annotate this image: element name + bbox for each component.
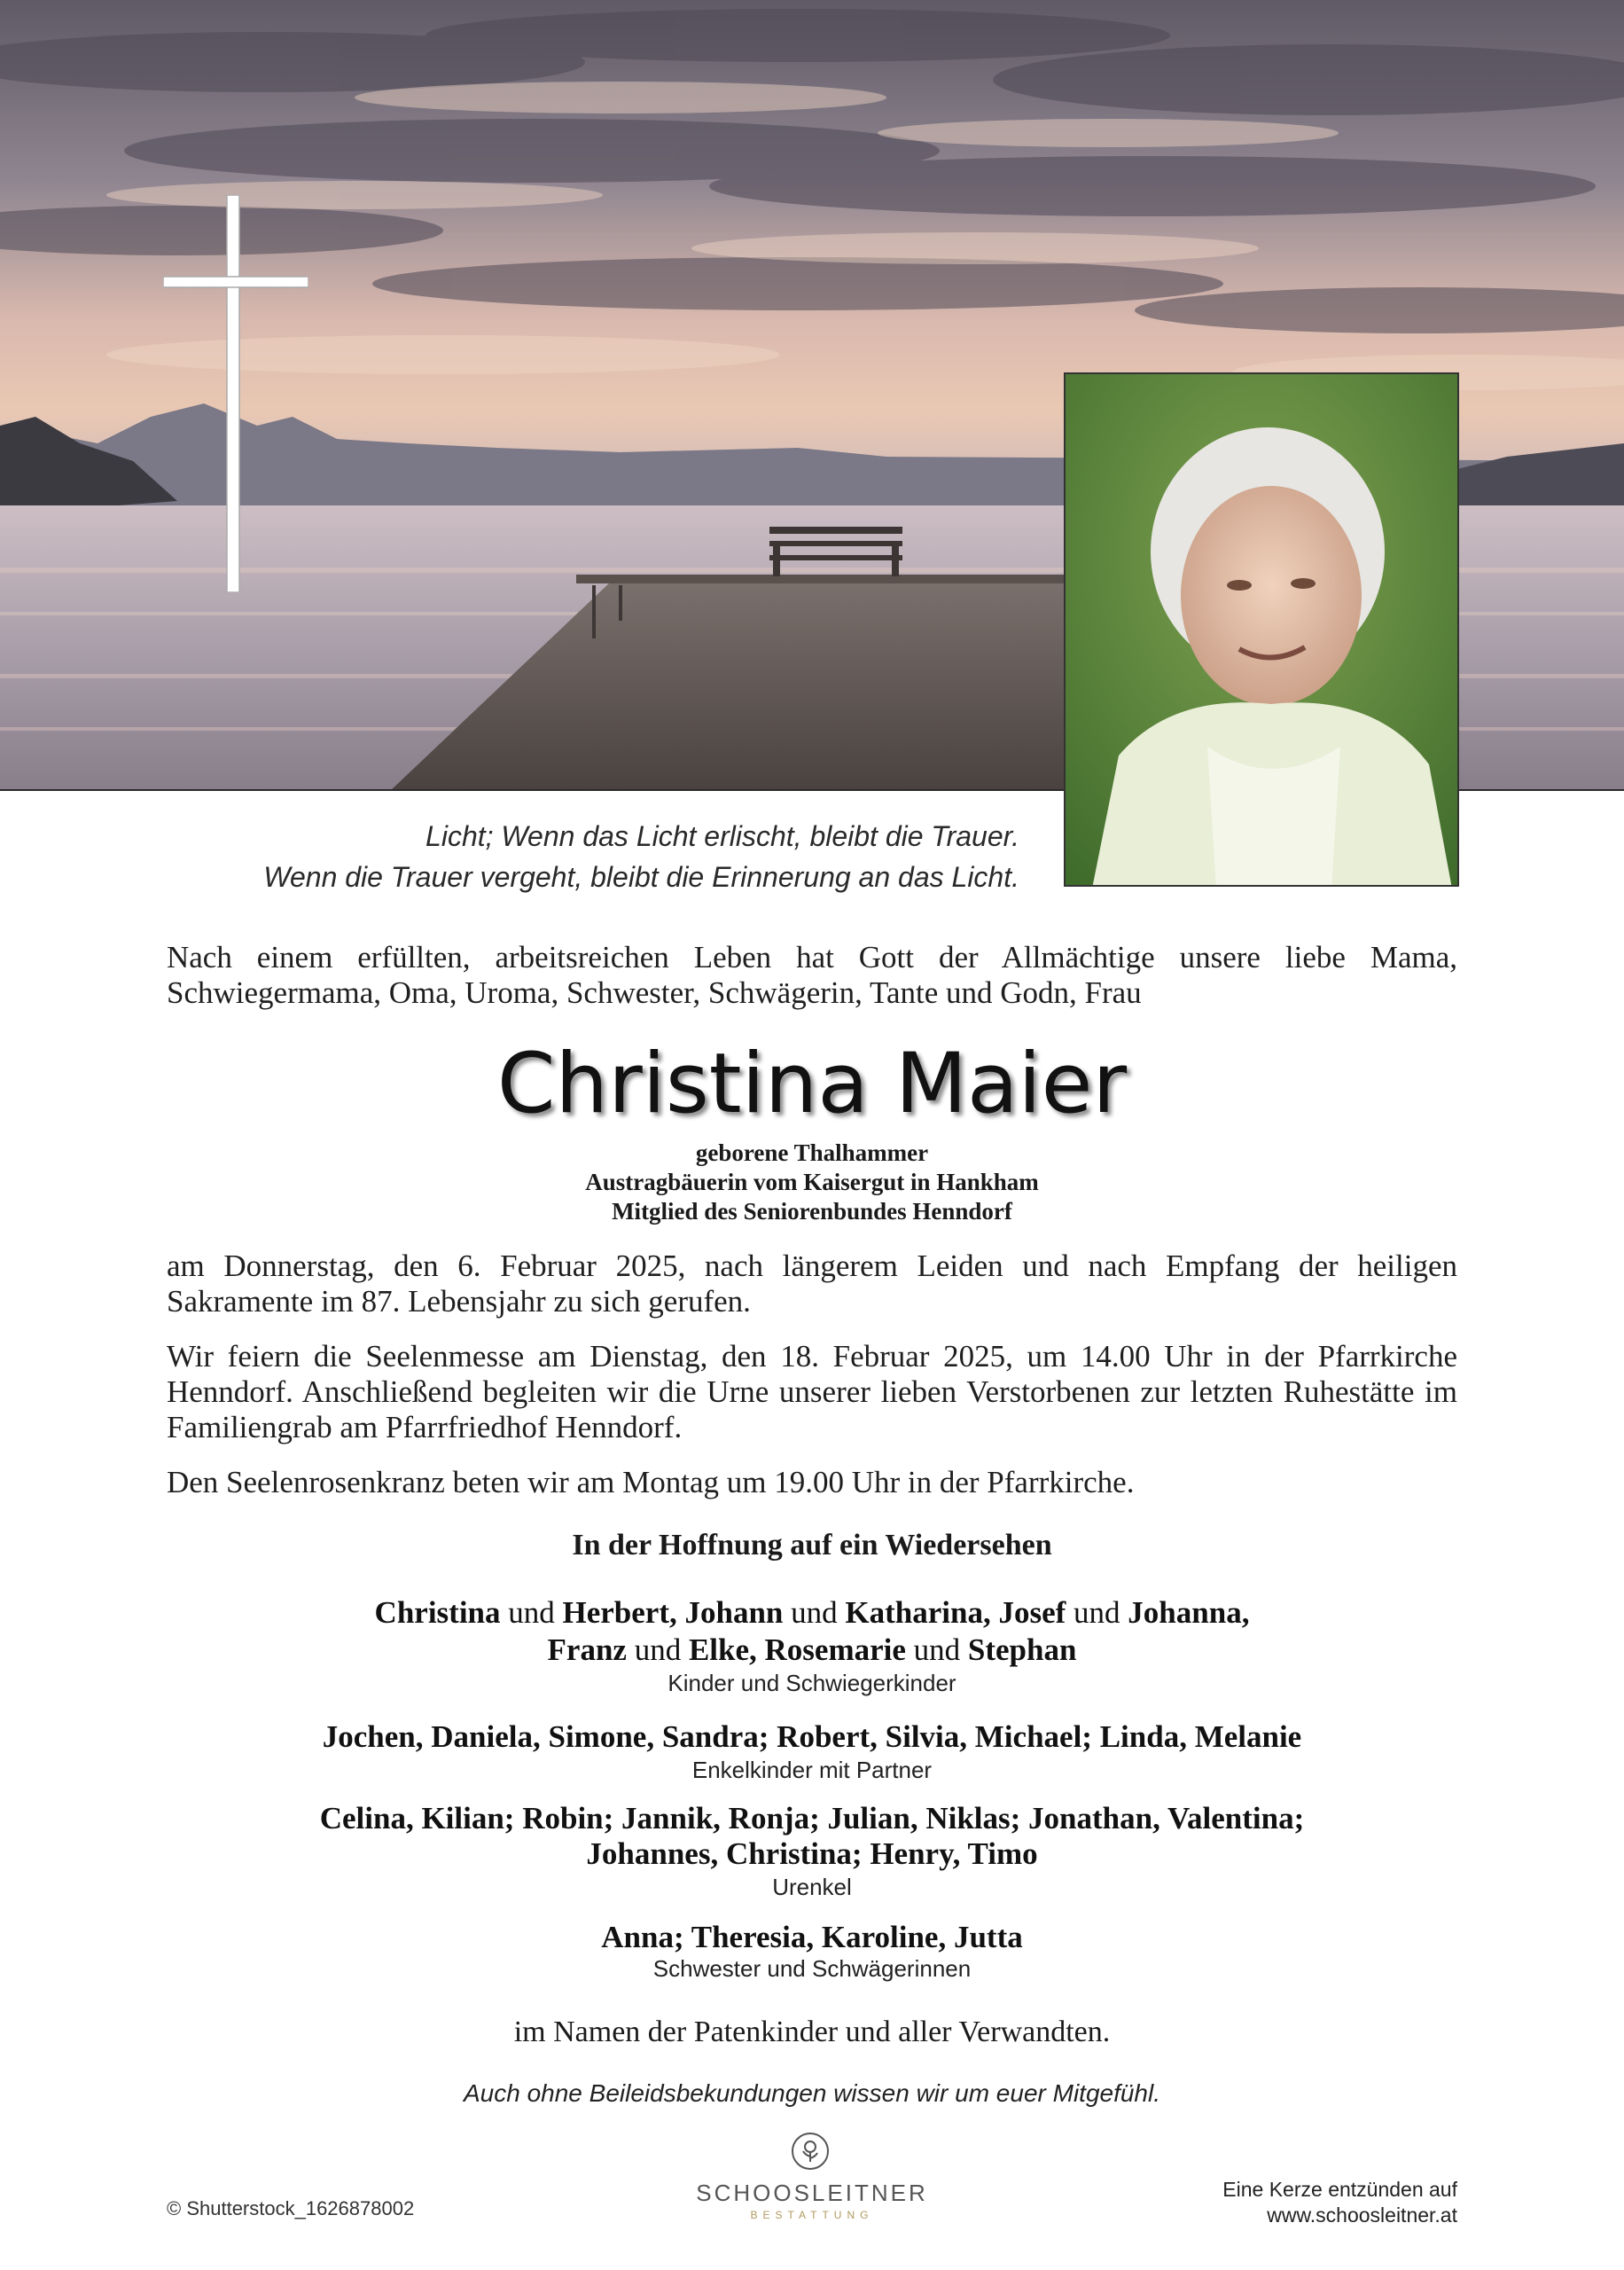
great-grandchildren-names-line-1: [0, 1800, 1624, 1837]
quote-line: Licht; Wenn das Licht erlischt, bleibt die Trauer.: [426, 820, 1019, 852]
siblings-relation: Schwester und Schwägerinnen: [652, 1955, 972, 1982]
connector: und: [783, 1595, 846, 1630]
family-name: Herbert, Johann: [562, 1595, 784, 1630]
grandchildren-names: [0, 1718, 1624, 1756]
family-name: Katharina, Josef: [845, 1595, 1066, 1630]
connector: und: [500, 1595, 563, 1630]
quote-line: Wenn die Trauer vergeht, bleibt die Erinnerung an das Licht.: [263, 861, 1019, 893]
rose-logo-icon: [791, 2132, 830, 2171]
funeral-paragraph: Wir feiern die Seelenmesse am Dienstag, den 18. Februar 2025, um 14.00 Uhr in der Pfarrkirche Henndorf. Anschließend begleiten wir die Urne unserer lieben Verstorbenen zur letzten Ruhestätte im Familiengrab am Pfarrfriedhof Henndorf.: [167, 1339, 1457, 1444]
closing-line: im Namen der Patenkinder und aller Verwandten.: [513, 2016, 1111, 2048]
grandchildren-relation: Enkelkinder mit Partner: [691, 1757, 933, 1783]
family-name: Celina, Kilian; Robin; Jannik, Ronja; Julian, Niklas; Jonathan, Valentina;: [319, 1801, 1305, 1836]
cross-icon: [163, 195, 308, 592]
family-name: Johanna,: [1128, 1595, 1250, 1630]
candle-url[interactable]: www.schoosleitner.at: [1267, 2203, 1457, 2227]
brand-name: SCHOOSLEITNER: [696, 2180, 928, 2206]
image-credit: © Shutterstock_1626878002: [167, 2197, 415, 2219]
connector: und: [626, 1632, 689, 1667]
intro-paragraph: Nach einem erfüllten, arbeitsreichen Leben hat Gott der Allmächtige unsere liebe Mama, Schwiegermama, Oma, Uroma, Schwester, Schwägerin, Tante und Godn, Frau: [167, 940, 1457, 1010]
family-name: Jochen, Daniela, Simone, Sandra; Robert, Silvia, Michael; Linda, Melanie: [322, 1719, 1302, 1754]
family-name: Franz: [547, 1632, 627, 1667]
maiden-name: geborene Thalhammer: [695, 1139, 929, 1166]
rosary-paragraph: Den Seelenrosenkranz beten wir am Montag um 19.00 Uhr in der Pfarrkirche.: [167, 1465, 1135, 1499]
family-name: Anna; Theresia, Karoline, Jutta: [601, 1920, 1023, 1954]
membership: Mitglied des Seniorenbundes Henndorf: [612, 1198, 1012, 1225]
children-relation: Kinder und Schwiegerkinder: [668, 1670, 956, 1696]
children-names-line-1: [0, 1594, 1624, 1632]
candle-link[interactable]: [1222, 2177, 1457, 2228]
hope-heading: In der Hoffnung auf ein Wiedersehen: [572, 1529, 1052, 1562]
great-grandchildren-names-line-2: [0, 1836, 1624, 1873]
death-paragraph: am Donnerstag, den 6. Februar 2025, nach längerem Leiden und nach Empfang der heiligen Sakramente im 87. Lebensjahr zu sich gerufen.: [167, 1248, 1457, 1319]
quote: [80, 816, 1055, 897]
family-name: Christina: [374, 1595, 501, 1630]
deceased-name: Christina Maier: [496, 1036, 1128, 1132]
family-name: Elke, Rosemarie: [688, 1632, 906, 1667]
brand-subtitle: BESTATTUNG: [750, 2209, 874, 2221]
family-name: Johannes, Christina; Henry, Timo: [586, 1836, 1038, 1871]
portrait-photo: [1064, 372, 1459, 887]
siblings-names: [0, 1919, 1624, 1956]
condolence-note: Auch ohne Beileidsbekundungen wissen wir um euer Mitgefühl.: [463, 2079, 1161, 2107]
family-name: Stephan: [967, 1632, 1077, 1667]
great-grandchildren-relation: Urenkel: [772, 1874, 852, 1900]
connector: und: [1066, 1595, 1128, 1630]
occupation: Austragbäuerin vom Kaisergut in Hankham: [585, 1169, 1039, 1195]
candle-text: Eine Kerze entzünden auf: [1222, 2178, 1457, 2201]
connector: und: [905, 1632, 968, 1667]
children-names-line-2: [0, 1632, 1624, 1669]
